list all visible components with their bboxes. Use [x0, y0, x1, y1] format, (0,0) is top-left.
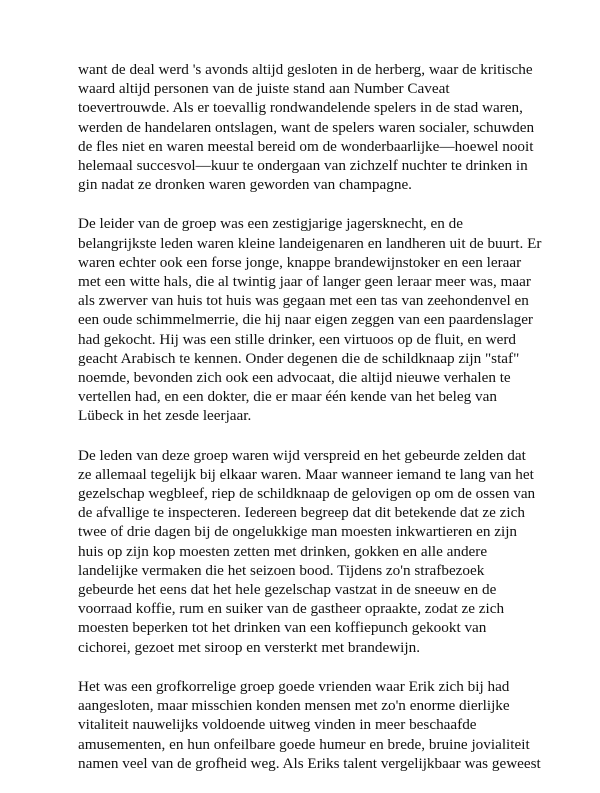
text-line: vertellen had, en een dokter, die er maar één kende van het beleg van: [78, 388, 497, 406]
text-line: noemde, bevonden zich ook een advocaat, die altijd nieuwe verhalen te: [78, 369, 511, 387]
text-line: namen veel van de grofheid weg. Als Eriks talent vergelijkbaar was geweest: [78, 754, 541, 772]
text-line: Lübeck in het zesde leerjaar.: [78, 407, 252, 425]
text-line: aangesloten, maar misschien konden mensen met zo'n enorme dierlijke: [78, 697, 510, 715]
text-line: vitaliteit nauwelijks voldoende uitweg vinden in meer beschaafde: [78, 716, 477, 734]
text-line: de fles niet en waren meestal bereid om de wonderbaarlijke—hoewel nooit: [78, 137, 534, 155]
paragraph-3: [78, 446, 538, 657]
paragraph-1: [78, 60, 538, 194]
text-line: huis op zijn kop moesten zetten met drinken, gokken en alle andere: [78, 542, 488, 560]
text-line: want de deal werd 's avonds altijd gesloten in de herberg, waar de kritische: [78, 61, 533, 78]
document-page: [78, 60, 542, 793]
paragraph-4: [78, 677, 541, 773]
paragraph-2: [78, 214, 542, 425]
text-line: twee of drie dagen bij de ongelukkige man moesten inkwartieren en zijn: [78, 523, 518, 541]
text-line: De leden van deze groep waren wijd verspreid en het gebeurde zelden dat: [78, 446, 526, 464]
text-line: had gekocht. Hij was een stille drinker, een virtuoos op de fluit, en werd: [78, 330, 517, 348]
text-line: amusementen, en hun onfeilbare goede humeur en brede, bruine jovialiteit: [78, 735, 530, 753]
text-line: helemaal succesvol—kuur te ondergaan van zichzelf nuchter te drinken in: [78, 157, 528, 175]
text-line: gezelschap wegbleef, riep de schildknaap de gelovigen op om de ossen van: [78, 485, 536, 503]
text-line: landelijke vermaken die het seizoen bood. Tijdens zo'n strafbezoek: [78, 561, 485, 579]
text-line: cichorei, gezoet met siroop en versterkt met brandewijn.: [78, 638, 421, 656]
text-line: de afvallige te inspecteren. Iedereen begreep dat dit betekende dat ze zich: [78, 504, 525, 522]
text-line: werden de handelaren ontslagen, want de spelers waren socialer, schuwden: [78, 118, 535, 136]
text-line: Het was een grofkorrelige groep goede vrienden waar Erik zich bij had: [78, 677, 510, 695]
text-line: als zwerver van huis tot huis was gegaan met een tas van zeehondenvel en: [78, 292, 529, 310]
text-line: moesten beperken tot het drinken van een koffiepunch gekookt van: [78, 619, 487, 637]
text-line: voorraad koffie, rum en suiker van de gastheer opraakte, zodat ze zich: [78, 600, 505, 618]
text-line: waren echter ook een forse jonge, knappe brandewijnstoker en een leraar: [78, 253, 522, 271]
text-line: waard altijd personen van de juiste stand aan Number Caveat: [78, 80, 450, 98]
text-line: toevertrouwde. Als er toevallig rondwandelende spelers in de stad waren,: [78, 99, 523, 117]
text-line: belangrijkste leden waren kleine landeigenaren en landheren uit de buurt. Er: [78, 234, 542, 252]
text-line: een oude schimmelmerrie, die hij naar eigen zeggen van een paardenslager: [78, 311, 533, 329]
text-line: gebeurde het eens dat het hele gezelschap vastzat in de sneeuw en de: [78, 581, 497, 599]
text-line: geacht Arabisch te kennen. Onder degenen die de schildknaap zijn "staf": [78, 349, 520, 367]
text-line: met een witte hals, die al twintig jaar of langer geen leraar meer was, maar: [78, 273, 531, 291]
text-line: ze allemaal tegelijk bij elkaar waren. Maar wanneer iemand te lang van het: [78, 465, 534, 483]
text-line: gin nadat ze dronken waren geworden van champagne.: [78, 176, 412, 194]
text-line: De leider van de groep was een zestigjarige jagersknecht, en de: [78, 215, 463, 233]
